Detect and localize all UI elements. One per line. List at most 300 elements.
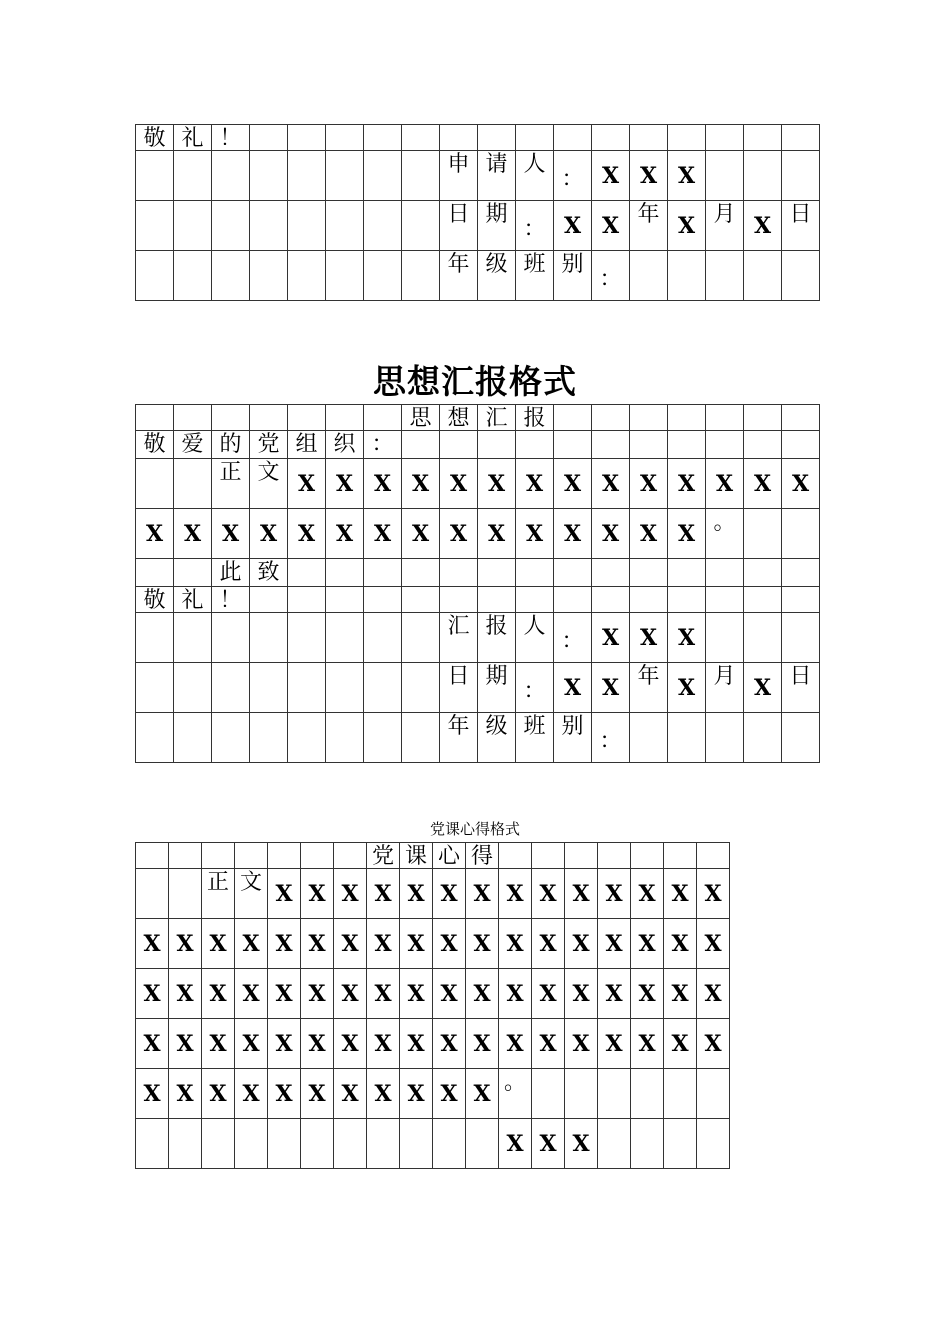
grid-cell: 礼 — [174, 587, 212, 613]
grid-cell: X — [532, 969, 565, 1019]
grid-cell: ： — [554, 151, 592, 201]
grid-cell — [631, 1069, 664, 1119]
grid-cell — [402, 431, 440, 459]
grid-cell: X — [744, 663, 782, 713]
grid-cell — [364, 201, 402, 251]
grid-cell — [516, 431, 554, 459]
grid-cell — [554, 431, 592, 459]
grid-cell — [202, 843, 235, 869]
grid-cell — [697, 1119, 730, 1169]
grid-cell: X — [364, 509, 402, 559]
grid-cell — [235, 843, 268, 869]
grid-cell: X — [631, 969, 664, 1019]
grid-row — [136, 869, 730, 919]
grid-cell — [174, 713, 212, 763]
grid-cell — [250, 713, 288, 763]
grid-cell: X — [301, 1069, 334, 1119]
grid-cell — [212, 613, 250, 663]
grid-cell — [782, 431, 820, 459]
grid-cell — [136, 843, 169, 869]
grid-cell — [288, 587, 326, 613]
grid-cell — [630, 559, 668, 587]
grid-cell — [212, 713, 250, 763]
grid-cell — [630, 431, 668, 459]
grid-cell: ！ — [212, 125, 250, 151]
grid-cell — [440, 125, 478, 151]
grid-cell — [598, 1119, 631, 1169]
grid-cell — [326, 151, 364, 201]
grid-cell: X — [326, 509, 364, 559]
grid-cell — [402, 559, 440, 587]
grid-cell: 级 — [478, 713, 516, 763]
grid-cell: X — [288, 509, 326, 559]
grid-cell — [664, 1119, 697, 1169]
grid-row — [136, 843, 730, 869]
grid-cell — [250, 151, 288, 201]
party-lesson-grid — [135, 842, 730, 1169]
grid-cell — [630, 405, 668, 431]
grid-cell — [668, 587, 706, 613]
grid-cell — [174, 201, 212, 251]
grid-cell — [136, 869, 169, 919]
grid-cell: 日 — [782, 663, 820, 713]
grid-cell: X — [433, 869, 466, 919]
grid-cell: X — [499, 919, 532, 969]
grid-cell: X — [400, 1069, 433, 1119]
grid-row — [136, 201, 820, 251]
grid-cell — [706, 587, 744, 613]
grid-cell — [326, 613, 364, 663]
grid-cell — [288, 663, 326, 713]
grid-cell: 请 — [478, 151, 516, 201]
grid-cell — [364, 405, 402, 431]
grid-row — [136, 509, 820, 559]
grid-cell — [250, 613, 288, 663]
grid-cell — [288, 125, 326, 151]
grid-cell — [334, 843, 367, 869]
grid-cell: X — [235, 969, 268, 1019]
grid-cell — [697, 1069, 730, 1119]
grid-cell: X — [400, 1019, 433, 1069]
grid-cell: X — [400, 869, 433, 919]
grid-cell: X — [334, 919, 367, 969]
grid-cell — [782, 613, 820, 663]
grid-row — [136, 431, 820, 459]
grid-cell — [631, 1119, 664, 1169]
grid-cell: X — [301, 969, 334, 1019]
grid-cell: 心 — [433, 843, 466, 869]
grid-cell — [592, 587, 630, 613]
grid-cell: X — [466, 869, 499, 919]
grid-cell: X — [706, 459, 744, 509]
grid-cell — [744, 587, 782, 613]
grid-cell: X — [400, 969, 433, 1019]
grid-cell: X — [288, 459, 326, 509]
grid-cell — [402, 201, 440, 251]
grid-cell — [301, 1119, 334, 1169]
grid-cell — [433, 1119, 466, 1169]
grid-cell — [364, 251, 402, 301]
grid-cell — [782, 151, 820, 201]
grid-cell: 敬 — [136, 431, 174, 459]
grid-cell — [136, 201, 174, 251]
grid-cell: X — [268, 869, 301, 919]
grid-cell: X — [433, 1069, 466, 1119]
grid-cell — [334, 1119, 367, 1169]
grid-cell — [136, 1119, 169, 1169]
grid-row — [136, 1119, 730, 1169]
grid-cell: X — [592, 151, 630, 201]
grid-cell: 别 — [554, 713, 592, 763]
grid-cell: 。 — [706, 509, 744, 559]
grid-cell: X — [174, 509, 212, 559]
grid-row — [136, 151, 820, 201]
grid-cell: 申 — [440, 151, 478, 201]
grid-cell — [744, 405, 782, 431]
grid-cell — [326, 663, 364, 713]
grid-cell — [326, 713, 364, 763]
grid-cell — [212, 251, 250, 301]
grid-cell — [326, 201, 364, 251]
grid-cell — [212, 663, 250, 713]
grid-cell: X — [630, 459, 668, 509]
grid-cell — [288, 405, 326, 431]
grid-cell: X — [532, 1119, 565, 1169]
grid-cell — [782, 509, 820, 559]
grid-cell — [136, 663, 174, 713]
grid-cell: X — [169, 1069, 202, 1119]
grid-row — [136, 405, 820, 431]
grid-cell — [136, 559, 174, 587]
grid-cell: X — [499, 969, 532, 1019]
grid-cell: X — [367, 1069, 400, 1119]
grid-cell: ： — [516, 663, 554, 713]
grid-cell: 的 — [212, 431, 250, 459]
grid-cell: 敬 — [136, 125, 174, 151]
grid-cell: 想 — [440, 405, 478, 431]
grid-cell: X — [782, 459, 820, 509]
grid-cell — [668, 405, 706, 431]
grid-cell: 文 — [250, 459, 288, 509]
grid-cell: X — [565, 1119, 598, 1169]
grid-cell: X — [301, 919, 334, 969]
grid-cell: X — [367, 869, 400, 919]
grid-cell — [532, 843, 565, 869]
grid-cell: 党 — [250, 431, 288, 459]
grid-cell — [554, 125, 592, 151]
grid-cell: 思 — [402, 405, 440, 431]
grid-cell — [478, 559, 516, 587]
grid-row — [136, 713, 820, 763]
grid-cell — [402, 663, 440, 713]
grid-cell — [744, 431, 782, 459]
grid-cell: X — [554, 663, 592, 713]
grid-body — [136, 405, 820, 763]
grid-cell — [402, 587, 440, 613]
grid-cell: X — [697, 969, 730, 1019]
grid-cell: X — [202, 969, 235, 1019]
grid-cell — [235, 1119, 268, 1169]
grid-cell — [301, 843, 334, 869]
application-closing-grid — [135, 124, 820, 301]
grid-cell: X — [268, 1019, 301, 1069]
grid-cell: X — [668, 509, 706, 559]
grid-body — [136, 843, 730, 1169]
grid-cell — [440, 431, 478, 459]
grid-cell — [364, 663, 402, 713]
grid-cell: X — [664, 969, 697, 1019]
grid-cell: X — [136, 1069, 169, 1119]
grid-cell: X — [630, 151, 668, 201]
grid-cell — [532, 1069, 565, 1119]
grid-cell — [782, 713, 820, 763]
grid-cell — [631, 843, 664, 869]
grid-cell — [554, 559, 592, 587]
grid-cell — [516, 559, 554, 587]
grid-cell: 正 — [212, 459, 250, 509]
grid-cell: X — [744, 459, 782, 509]
grid-cell: 此 — [212, 559, 250, 587]
grid-row — [136, 969, 730, 1019]
grid-cell — [630, 587, 668, 613]
grid-cell: X — [532, 1019, 565, 1069]
grid-cell — [706, 431, 744, 459]
grid-cell: X — [433, 919, 466, 969]
grid-cell — [706, 251, 744, 301]
grid-cell — [174, 663, 212, 713]
grid-cell — [668, 559, 706, 587]
grid-cell — [706, 405, 744, 431]
grid-cell: X — [202, 1069, 235, 1119]
grid-cell: 班 — [516, 713, 554, 763]
grid-cell: X — [136, 919, 169, 969]
grid-cell: X — [268, 969, 301, 1019]
grid-cell — [630, 125, 668, 151]
grid-cell: ： — [592, 251, 630, 301]
grid-cell — [268, 843, 301, 869]
grid-row — [136, 663, 820, 713]
grid-cell — [554, 405, 592, 431]
grid-cell: X — [367, 1019, 400, 1069]
grid-cell: X — [334, 969, 367, 1019]
grid-cell: 报 — [478, 613, 516, 663]
grid-cell: X — [326, 459, 364, 509]
grid-cell — [400, 1119, 433, 1169]
grid-cell: X — [565, 869, 598, 919]
grid-cell: X — [440, 509, 478, 559]
grid-cell — [440, 587, 478, 613]
grid-cell: X — [268, 1069, 301, 1119]
grid-cell: 文 — [235, 869, 268, 919]
grid-cell: X — [235, 1019, 268, 1069]
grid-cell — [706, 151, 744, 201]
grid-cell: 礼 — [174, 125, 212, 151]
grid-cell: X — [554, 509, 592, 559]
grid-cell: X — [664, 869, 697, 919]
grid-cell — [402, 613, 440, 663]
grid-cell: 年 — [440, 251, 478, 301]
grid-cell — [697, 843, 730, 869]
grid-cell — [744, 251, 782, 301]
grid-cell: X — [334, 1069, 367, 1119]
grid-cell: 得 — [466, 843, 499, 869]
grid-cell — [668, 251, 706, 301]
grid-cell — [592, 559, 630, 587]
grid-cell: ： — [592, 713, 630, 763]
grid-cell: X — [466, 1019, 499, 1069]
grid-cell: 日 — [440, 663, 478, 713]
grid-cell: X — [664, 919, 697, 969]
grid-cell: X — [136, 509, 174, 559]
grid-cell — [212, 201, 250, 251]
grid-cell: 党 — [367, 843, 400, 869]
grid-cell: 日 — [440, 201, 478, 251]
grid-cell — [326, 405, 364, 431]
grid-cell — [478, 587, 516, 613]
grid-cell — [478, 125, 516, 151]
grid-cell — [174, 459, 212, 509]
grid-cell — [202, 1119, 235, 1169]
grid-cell: 课 — [400, 843, 433, 869]
grid-cell: X — [466, 1069, 499, 1119]
grid-cell — [664, 843, 697, 869]
grid-cell: 年 — [630, 201, 668, 251]
grid-row — [136, 559, 820, 587]
grid-cell — [364, 125, 402, 151]
grid-cell — [565, 843, 598, 869]
grid-cell — [554, 587, 592, 613]
grid-cell — [250, 405, 288, 431]
grid-cell — [782, 125, 820, 151]
grid-body — [136, 125, 820, 301]
grid-cell: X — [136, 969, 169, 1019]
grid-cell: X — [744, 201, 782, 251]
grid-cell: X — [631, 919, 664, 969]
grid-cell — [592, 125, 630, 151]
party-lesson-title: 党课心得格式 — [429, 820, 520, 838]
grid-cell: X — [592, 613, 630, 663]
grid-cell: X — [668, 613, 706, 663]
grid-cell: X — [301, 1019, 334, 1069]
grid-cell — [364, 151, 402, 201]
grid-cell: X — [235, 1069, 268, 1119]
grid-cell: ： — [516, 201, 554, 251]
grid-cell: 班 — [516, 251, 554, 301]
grid-cell: X — [592, 663, 630, 713]
grid-cell: X — [402, 459, 440, 509]
grid-cell: 人 — [516, 613, 554, 663]
grid-cell: X — [499, 869, 532, 919]
grid-cell: X — [697, 919, 730, 969]
grid-cell — [250, 125, 288, 151]
grid-cell — [466, 1119, 499, 1169]
grid-cell: 致 — [250, 559, 288, 587]
grid-cell — [402, 125, 440, 151]
grid-cell: 汇 — [440, 613, 478, 663]
grid-cell: X — [598, 869, 631, 919]
grid-row — [136, 919, 730, 969]
grid-cell — [516, 587, 554, 613]
grid-cell: X — [400, 919, 433, 969]
grid-cell: X — [364, 459, 402, 509]
grid-cell: X — [250, 509, 288, 559]
grid-cell: X — [592, 201, 630, 251]
grid-cell: X — [402, 509, 440, 559]
grid-cell — [212, 405, 250, 431]
grid-cell — [598, 843, 631, 869]
grid-cell — [250, 663, 288, 713]
grid-cell: 别 — [554, 251, 592, 301]
grid-cell: X — [668, 459, 706, 509]
grid-cell: 年 — [630, 663, 668, 713]
grid-cell — [136, 459, 174, 509]
grid-cell — [630, 251, 668, 301]
grid-cell: X — [565, 1019, 598, 1069]
grid-cell: 正 — [202, 869, 235, 919]
grid-cell: 月 — [706, 663, 744, 713]
grid-cell: X — [169, 1019, 202, 1069]
grid-cell — [565, 1069, 598, 1119]
grid-cell — [782, 405, 820, 431]
grid-cell — [250, 201, 288, 251]
grid-cell — [706, 713, 744, 763]
grid-cell: X — [565, 919, 598, 969]
grid-cell: X — [631, 1019, 664, 1069]
grid-cell — [516, 125, 554, 151]
grid-cell — [326, 559, 364, 587]
grid-cell — [364, 559, 402, 587]
grid-row — [136, 1019, 730, 1069]
grid-cell: 人 — [516, 151, 554, 201]
grid-cell: X — [598, 1019, 631, 1069]
grid-cell — [169, 843, 202, 869]
grid-cell — [174, 251, 212, 301]
grid-cell: X — [367, 919, 400, 969]
grid-cell — [402, 151, 440, 201]
grid-cell: ！ — [212, 587, 250, 613]
grid-cell: 月 — [706, 201, 744, 251]
grid-cell: X — [554, 201, 592, 251]
grid-cell: X — [554, 459, 592, 509]
grid-cell: X — [697, 1019, 730, 1069]
grid-cell — [668, 431, 706, 459]
grid-cell: X — [598, 919, 631, 969]
grid-cell — [402, 251, 440, 301]
grid-cell — [136, 251, 174, 301]
grid-cell: X — [478, 459, 516, 509]
grid-cell: X — [668, 151, 706, 201]
grid-cell — [744, 151, 782, 201]
grid-cell — [592, 405, 630, 431]
grid-cell — [592, 431, 630, 459]
grid-cell — [169, 869, 202, 919]
grid-cell — [744, 509, 782, 559]
grid-cell — [782, 251, 820, 301]
grid-cell — [288, 559, 326, 587]
grid-cell: X — [630, 509, 668, 559]
grid-cell: X — [516, 509, 554, 559]
grid-cell: X — [440, 459, 478, 509]
grid-cell — [367, 1119, 400, 1169]
grid-cell — [288, 713, 326, 763]
grid-cell: 期 — [478, 663, 516, 713]
grid-cell — [782, 559, 820, 587]
grid-cell: 年 — [440, 713, 478, 763]
thought-report-title: 思想汇报格式 — [373, 362, 577, 401]
grid-cell — [169, 1119, 202, 1169]
grid-cell: X — [592, 459, 630, 509]
grid-cell — [174, 559, 212, 587]
